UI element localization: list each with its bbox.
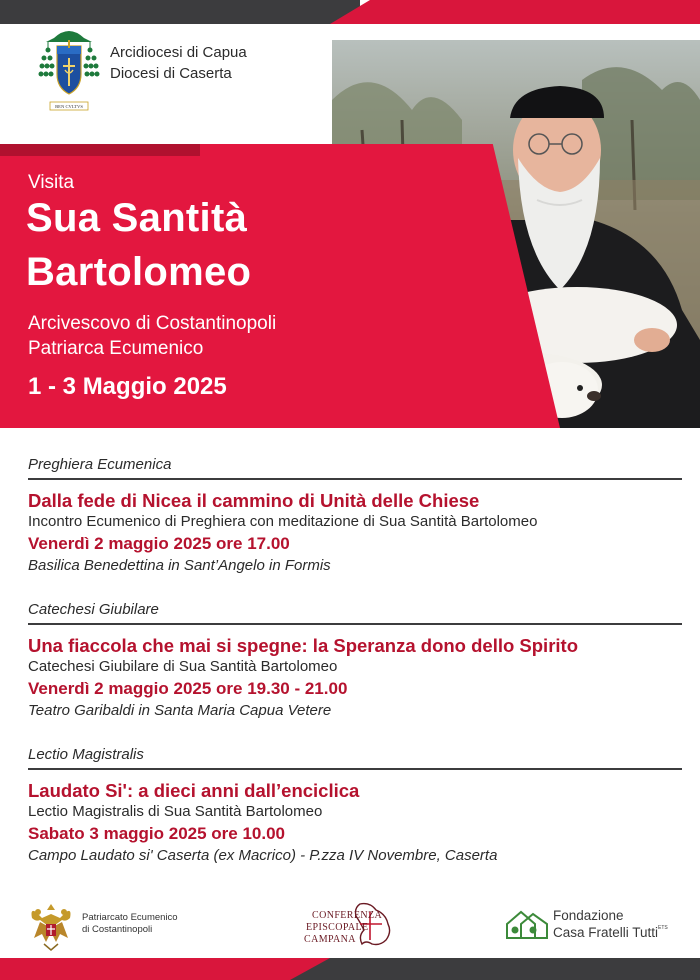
event-title: Laudato Si': a dieci anni dall’enciclica bbox=[28, 780, 360, 801]
event-venue: Campo Laudato si' Caserta (ex Macrico) - P.zza IV Novembre, Caserta bbox=[28, 847, 498, 864]
hero-name-line-2: Bartolomeo bbox=[26, 250, 252, 294]
event-title: Dalla fede di Nicea il cammino di Unità delle Chiese bbox=[28, 490, 480, 511]
event-subtitle: Lectio Magistralis di Sua Santità Bartolomeo bbox=[28, 803, 323, 820]
double-headed-eagle-icon bbox=[26, 898, 76, 954]
event-section bbox=[28, 456, 682, 576]
bottom-bar-grey-segment bbox=[290, 958, 700, 980]
hero-role-line-1: Arcivescovo di Costantinopoli bbox=[28, 313, 277, 334]
event-venue: Teatro Garibaldi in Santa Maria Capua Vetere bbox=[28, 702, 332, 719]
cec-line-3: CAMPANA bbox=[304, 934, 356, 945]
crest-motto: BEN CVLTVS bbox=[55, 104, 83, 109]
cec-logo bbox=[300, 900, 400, 950]
event-section bbox=[28, 601, 682, 721]
top-decorative-bar bbox=[0, 0, 700, 24]
patriarchate-label bbox=[82, 912, 178, 936]
diocese-line-1: Arcidiocesi di Capua bbox=[110, 44, 247, 61]
hero-name-line-1: Sua Santità bbox=[26, 196, 248, 240]
event-category: Lectio Magistralis bbox=[28, 746, 682, 770]
fratelli-tutti-house-icon bbox=[503, 904, 551, 940]
fondazione-suffix: ETS bbox=[658, 925, 668, 931]
event-section bbox=[28, 746, 682, 866]
bottom-decorative-bar bbox=[0, 958, 700, 980]
event-datetime: Venerdì 2 maggio 2025 ore 19.30 - 21.00 bbox=[28, 679, 348, 698]
event-subtitle: Incontro Ecumenico di Preghiera con meditazione di Sua Santità Bartolomeo bbox=[28, 513, 538, 530]
hero-dark-strip bbox=[0, 144, 200, 156]
event-subtitle: Catechesi Giubilare di Sua Santità Bartolomeo bbox=[28, 658, 338, 675]
event-venue: Basilica Benedettina in Sant’Angelo in Formis bbox=[28, 557, 331, 574]
hero-kicker: Visita bbox=[28, 172, 75, 193]
hero-role-line-2: Patriarca Ecumenico bbox=[28, 338, 204, 359]
event-title: Una fiaccola che mai si spegne: la Speranza dono dello Spirito bbox=[28, 635, 578, 656]
top-bar-red-segment bbox=[330, 0, 700, 24]
top-bar-grey-segment bbox=[0, 0, 360, 24]
diocese-name bbox=[110, 42, 247, 84]
fondazione-line-2: Casa Fratelli Tutti bbox=[553, 925, 659, 940]
crest-icon bbox=[38, 24, 100, 120]
diocese-line-2: Diocesi di Caserta bbox=[110, 65, 232, 82]
event-datetime: Venerdì 2 maggio 2025 ore 17.00 bbox=[28, 534, 290, 553]
footer-logos bbox=[0, 888, 700, 958]
fondazione-line-1: Fondazione bbox=[553, 908, 624, 923]
hero-dates: 1 - 3 Maggio 2025 bbox=[28, 373, 227, 400]
event-datetime: Sabato 3 maggio 2025 ore 10.00 bbox=[28, 824, 286, 843]
cec-line-2: EPISCOPALE bbox=[306, 922, 369, 933]
event-category: Catechesi Giubilare bbox=[28, 601, 682, 625]
patriarchate-line-1: Patriarcato Ecumenico bbox=[82, 912, 178, 923]
patriarchate-line-2: di Costantinopoli bbox=[82, 924, 153, 935]
bottom-bar-red-segment bbox=[0, 958, 330, 980]
event-category: Preghiera Ecumenica bbox=[28, 456, 682, 480]
cec-line-1: CONFERENZA bbox=[312, 910, 383, 921]
